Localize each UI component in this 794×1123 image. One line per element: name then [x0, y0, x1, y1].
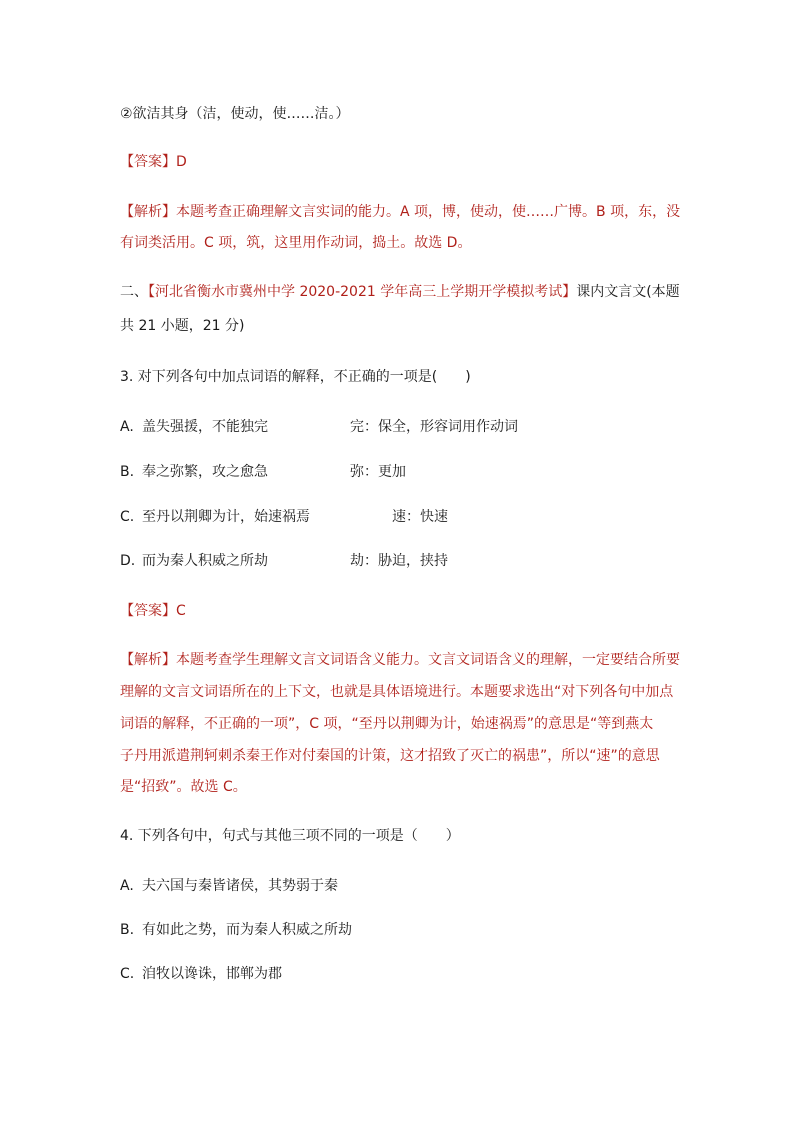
answer-tag: 【答案】 — [120, 154, 176, 170]
q4-option-c — [120, 964, 282, 984]
q4-option-a — [120, 876, 338, 896]
analysis-1-line-2: 有词类活用。C 项，筑，这里用作动词，捣土。故选 D。 — [120, 235, 472, 251]
analysis-text: 本题考查学生理解文言文词语含义能力。文言文词语含义的理解，一定要结合所要 — [176, 652, 680, 668]
q3-option-c — [120, 507, 448, 527]
option-gloss: 完：保全，形容词用作动词 — [350, 419, 518, 435]
answer-value: D — [176, 154, 187, 170]
section-source: 【河北省衡水市冀州中学 2020-2021 学年高三上学期开学模拟考试】 — [148, 284, 577, 300]
analysis-2-line-3: 词语的解释，不正确的一项”，C 项，“至丹以荆卿为计，始速祸焉”的意思是“等到燕太 — [120, 716, 654, 732]
option-text: 洎牧以谗诛，邯郸为郡 — [142, 966, 282, 982]
section-rest: 课内文言文(本题 — [576, 284, 680, 300]
section-prefix: 二、 — [120, 284, 148, 300]
option-text: 盖失强援，不能独完 — [142, 419, 268, 435]
analysis-2-line-1 — [120, 650, 680, 670]
option-text: 奉之弥繁，攻之愈急 — [142, 464, 268, 480]
q3-option-b — [120, 462, 406, 482]
analysis-text: 本题考查正确理解文言实词的能力。A 项，博，使动，使……广博。B 项，东，没 — [176, 204, 681, 220]
option-text: 而为秦人积威之所劫 — [142, 553, 268, 569]
option-text: 夫六国与秦皆诸侯，其势弱于秦 — [142, 878, 338, 894]
option-gloss: 劫：胁迫，挟持 — [350, 553, 448, 569]
q3-option-a — [120, 417, 518, 437]
option-gloss: 弥：更加 — [350, 464, 406, 480]
option-text: 有如此之势，而为秦人积威之所劫 — [142, 922, 352, 938]
section-2-heading — [120, 282, 680, 302]
option-text: 至丹以荆卿为计，始速祸焉 — [142, 509, 310, 525]
question-4: 4. 下列各句中，句式与其他三项不同的一项是（ ） — [120, 828, 460, 844]
option-gloss: 速：快速 — [392, 509, 448, 525]
analysis-1-line-1 — [120, 202, 680, 222]
option-letter: B. — [120, 464, 135, 480]
q4-option-b — [120, 920, 352, 940]
question-3: 3. 对下列各句中加点词语的解释，不正确的一项是( ) — [120, 369, 471, 385]
option-letter: D. — [120, 553, 136, 569]
analysis-tag: 【解析】 — [120, 204, 176, 220]
option-letter: C. — [120, 509, 135, 525]
answer-1 — [120, 152, 187, 172]
option-letter: A. — [120, 419, 134, 435]
q3-option-d — [120, 551, 448, 571]
section-2-heading-line-2: 共 21 小题，21 分) — [120, 318, 245, 334]
analysis-2-line-2: 理解的文言文词语所在的上下文，也就是具体语境进行。本题要求选出“对下列各句中加点 — [120, 684, 674, 700]
option-letter: C. — [120, 966, 135, 982]
answer-tag: 【答案】 — [120, 603, 176, 619]
analysis-tag: 【解析】 — [120, 652, 176, 668]
option-letter: B. — [120, 922, 135, 938]
answer-value: C — [176, 603, 186, 619]
line-jie-qi-shen: ②欲洁其身（洁，使动，使……洁。） — [120, 106, 350, 122]
answer-2 — [120, 601, 186, 621]
option-letter: A. — [120, 878, 134, 894]
analysis-2-line-4: 子丹用派遣荆轲刺杀秦王作对付秦国的计策，这才招致了灭亡的祸患”，所以“速”的意思 — [120, 748, 660, 764]
analysis-2-line-5: 是“招致”。故选 C。 — [120, 779, 247, 795]
